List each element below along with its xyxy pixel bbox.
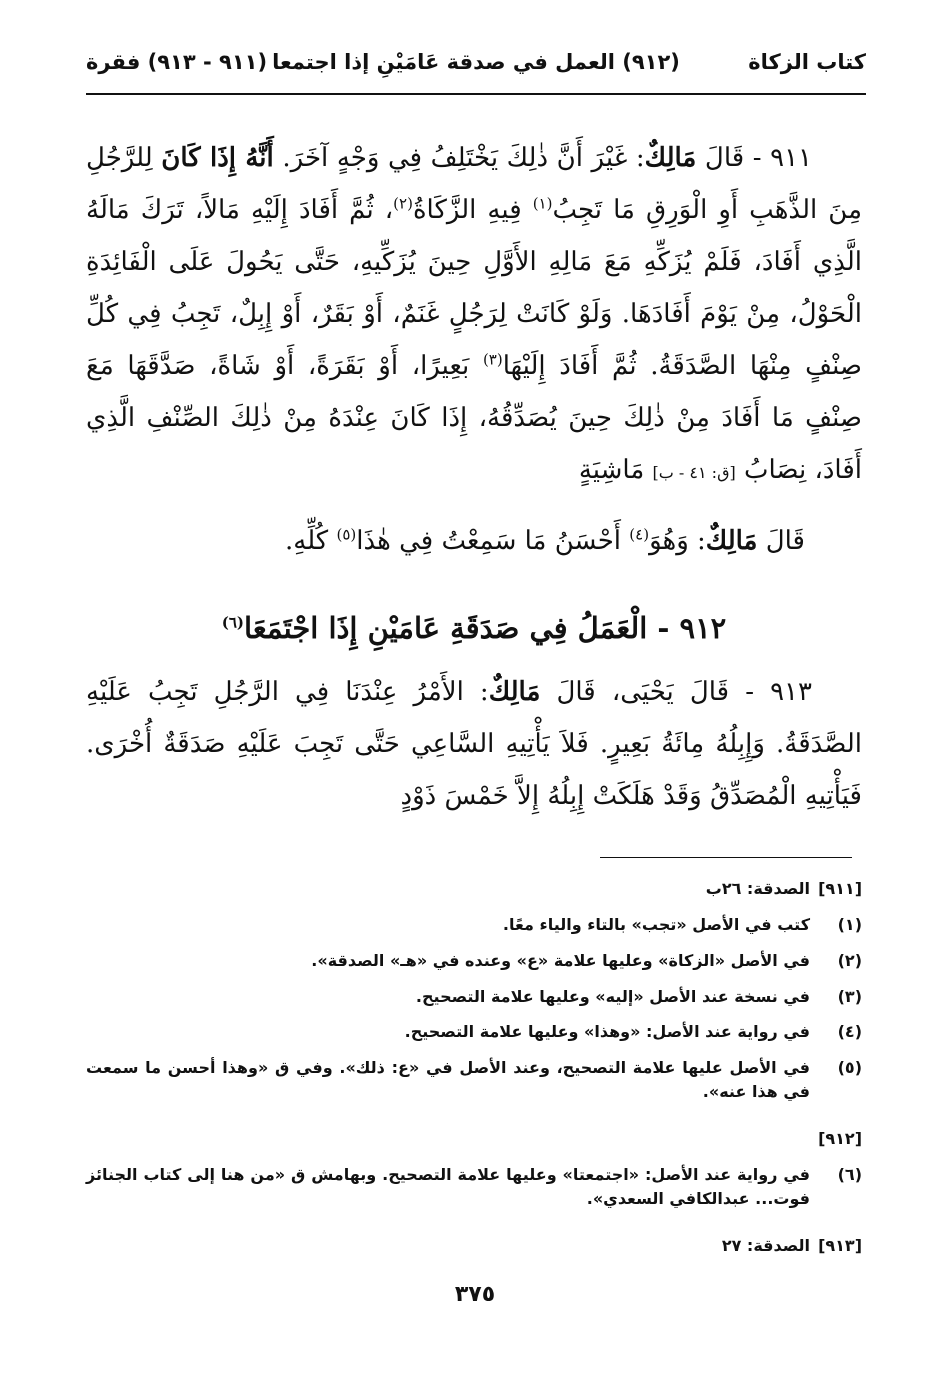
footnote-item [86, 1056, 862, 1104]
paragraph-malik-comment [285, 515, 805, 567]
footnote-item [86, 949, 862, 973]
footnote-item [86, 1163, 862, 1211]
text-run: بَعِيرًا، أَوْ بَقَرَةً، أَوْ شَاةً، صَدَّقَهَا مَعَ صِنْفٍ مَا أَفَادَ مِنْ ذٰلِكَ حِينَ يُصَدِّقُهُ، إِذَا كَانَ عِنْدَهُ مِنْ ذٰلِكَ الصِّنْفِ الَّذِي أَفَادَ، نِصَابُ [86, 351, 862, 485]
text-run: كُلِّهِ. [285, 526, 337, 556]
footnote-ref-1[interactable]: (١) [532, 194, 553, 213]
text-run: : الأَمْرُ عِنْدَنَا فِي الرَّجُلِ تَجِبُ عَلَيْهِ الصَّدَقَةُ. وَإِبِلُهُ مِائَةُ بَعِيرٍ. فَلاَ يَأْتِيهِ السَّاعِي حَتَّى تَجِبَ عَلَيْهِ صَدَقَةٌ أُخْرَى. فَيَأْتِيهِ الْمُصَدِّقُ وَقَدْ هَلَكَتْ إِبِلُهُ إِلاَّ خَمْسَ ذَوْدٍ [86, 677, 862, 811]
text-run: ٩١١ - قَالَ [696, 143, 813, 173]
footnote-label: (٦) [837, 1165, 862, 1184]
text-run: : وَهُوَ [649, 526, 706, 556]
footnote-text: في رواية عند الأصل: «اجتمعتا» وعليها علامة التصحيح. وبهامش ق «من هنا إلى كتاب الجنائز فوت... عبدالكافي السعدي». [86, 1165, 810, 1208]
footnote-item [86, 877, 862, 901]
header-chapter-title: (٩١٢) العمل في صدقة عَامَيْنِ إذا اجتمعا [272, 50, 680, 74]
footnote-item [86, 985, 862, 1009]
text-run: ، ثُمَّ أَفَادَ إِلَيْهِ مَالاً، تَرَكَ مَالَهُ الَّذِي أَفَادَ، فَلَمْ يُزَكِّهِ مَعَ مَالِهِ الأَوَّلِ حِينَ يُزَكِّيهِ، حَتَّى يَحُولَ عَلَى الْفَائِدَةِ الْحَوْلُ، مِنْ يَوْمَ أَفَادَهَا. وَلَوْ كَانَتْ لِرَجُلٍ غَنَمٌ، أَوْ بَقَرٌ، أَوْ إِبِلٌ، تَجِبُ فِي كُلِّ صِنْفٍ مِنْهَا الصَّدَقَةُ. ثُمَّ أَفَادَ إِلَيْهَا [86, 195, 863, 381]
text-run: قَالَ [757, 526, 805, 556]
speaker-name: مَالِكٌ [644, 143, 697, 173]
footnote-ref-2[interactable]: (٢) [393, 194, 413, 213]
text-run: فِيهِ الزَّكَاةُ [412, 195, 533, 225]
running-header [86, 50, 866, 86]
heading-title: الْعَمَلُ فِي صَدَقَةِ عَامَيْنِ إِذَا اجْتَمَعَا [244, 611, 648, 645]
footnote-item [86, 913, 862, 937]
text-run: ٩١٣ - قَالَ يَحْيَى، قَالَ [540, 677, 812, 707]
text-run: : غَيْرَ أَنَّ ذٰلِكَ يَخْتَلِفُ فِي وَجْهٍ آخَرَ. [273, 143, 645, 173]
footnote-label: [٩١٣] [818, 1236, 862, 1255]
footnote-ref-5[interactable]: (٥) [336, 525, 357, 544]
footnote-label: (٣) [837, 987, 862, 1006]
footnote-item [86, 1020, 862, 1044]
footnote-text: في الأصل «الزكاة» وعليها علامة «ع» وعنده في «هـ» الصدقة». [311, 951, 810, 970]
text-run: لِلرَّجُلِ مِنَ الذَّهَبِ أَوِ الْوَرِقِ مَا تَجِبُ [86, 143, 862, 225]
speaker-name: مَالِكٌ [488, 677, 541, 707]
footnote-label: [٩١١] [818, 879, 862, 898]
footnote-text: في رواية عند الأصل: «وهذا» وعليها علامة التصحيح. [404, 1022, 810, 1041]
footnote-label: (٤) [837, 1022, 862, 1041]
text-run: مَاشِيَةٍ [578, 455, 653, 485]
header-paragraph-range: (٩١١ - ٩١٣) فقرة [86, 50, 268, 74]
footnote-ref-3[interactable]: (٣) [482, 350, 503, 369]
footnote-label: (٥) [837, 1058, 862, 1077]
text-run: أَحْسَنُ مَا سَمِعْتُ فِي هٰذَا [356, 526, 630, 556]
emphasized-text: أَنَّهُ إِذَا كَانَ [161, 143, 274, 173]
footnote-text: في الأصل عليها علامة التصحيح، وعند الأصل في «ع: ذلك». وفي ق «وهذا أحسن ما سمعت في هذا عنه». [86, 1058, 810, 1101]
header-book-title: كتاب الزكاة [748, 50, 866, 74]
page-number: ٣٧٥ [454, 1282, 496, 1307]
header-rule [86, 93, 866, 95]
footnote-item [86, 1234, 862, 1258]
speaker-name: مَالِكٌ [705, 526, 758, 556]
footnote-text: الصدقة: ٢٦ب [705, 879, 810, 898]
section-heading-912 [86, 600, 862, 656]
footnote-label: (٢) [837, 951, 862, 970]
heading-number: ٩١٢ - [647, 611, 727, 645]
footnote-text: في نسخة عند الأصل «إليه» وعليها علامة التصحيح. [415, 987, 810, 1006]
footnote-separator [600, 857, 852, 858]
footnote-label: (١) [837, 915, 862, 934]
paragraph-911 [86, 132, 862, 499]
paragraph-913 [86, 666, 862, 822]
footnote-ref-6[interactable]: (٦) [221, 613, 245, 632]
manuscript-folio-marker: [ق: ٤١ - ب] [652, 463, 736, 482]
footnote-ref-4[interactable]: (٤) [629, 525, 650, 544]
footnote-text: الصدقة: ٢٧ [721, 1236, 810, 1255]
footnote-text: كتب في الأصل «تجب» بالتاء والياء معًا. [502, 915, 810, 934]
footnote-label: [٩١٢] [818, 1129, 862, 1148]
